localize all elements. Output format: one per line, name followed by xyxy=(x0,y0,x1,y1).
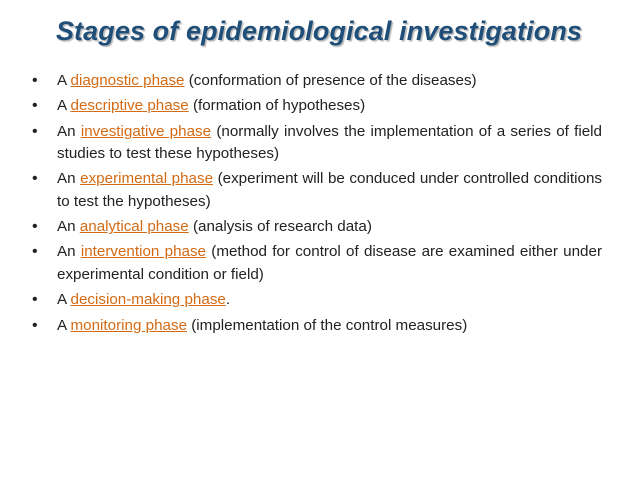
phase-link[interactable]: decision-making phase xyxy=(70,291,226,309)
phase-link[interactable]: investigative phase xyxy=(80,122,212,140)
item-description: (method for control of disease are examined either under experimental condition or field) xyxy=(57,243,602,283)
item-prefix: An xyxy=(57,243,81,261)
phase-link[interactable]: experimental phase xyxy=(80,170,214,188)
item-description: (implementation of the control measures) xyxy=(187,316,468,334)
item-prefix: An xyxy=(57,122,81,140)
item-prefix: An xyxy=(57,170,81,188)
phase-link[interactable]: descriptive phase xyxy=(70,97,189,115)
item-description: . xyxy=(225,291,231,309)
list-item xyxy=(30,121,602,166)
phase-link[interactable]: diagnostic phase xyxy=(70,72,185,89)
list-item xyxy=(30,70,602,93)
item-description: (formation of hypotheses) xyxy=(188,97,366,115)
item-description: (normally involves the implementation of a series of field studies to test these hypotheses) xyxy=(57,122,602,163)
item-description: (experiment will be conduced under controlled conditions to test the hypotheses) xyxy=(57,170,602,210)
list-item xyxy=(30,289,602,312)
item-prefix: A xyxy=(57,316,71,334)
phase-link[interactable]: analytical phase xyxy=(79,218,189,236)
item-description: (analysis of research data) xyxy=(188,218,372,236)
item-prefix: A xyxy=(57,72,71,89)
list-item xyxy=(30,95,602,118)
item-prefix: A xyxy=(57,291,71,309)
item-prefix: An xyxy=(57,218,80,236)
phase-link[interactable]: intervention phase xyxy=(80,243,206,261)
phase-link[interactable]: monitoring phase xyxy=(70,316,188,334)
list-item xyxy=(30,241,602,286)
bullet-list xyxy=(30,70,602,340)
slide-title: Stages of epidemiological investigations xyxy=(55,16,583,46)
list-item xyxy=(30,216,602,239)
item-prefix: A xyxy=(57,97,71,115)
list-item xyxy=(30,168,602,213)
list-item xyxy=(30,315,602,338)
item-description: (conformation of presence of the diseases) xyxy=(184,72,477,89)
